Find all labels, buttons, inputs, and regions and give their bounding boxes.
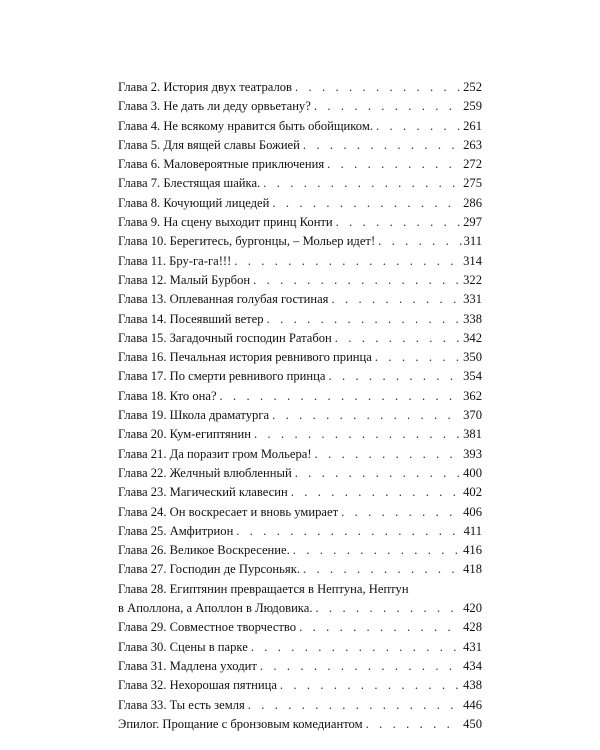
- toc-entry: [118, 136, 482, 155]
- toc-entry-page: 338: [463, 311, 482, 326]
- leader-dots: [332, 329, 461, 348]
- toc-entry-title: Глава 13. Оплеванная голубая гостиная: [118, 292, 329, 307]
- toc-entry-page: 342: [463, 330, 482, 345]
- leader-dots: [288, 483, 461, 502]
- toc-entry-title: Глава 31. Мадлена уходит: [118, 658, 257, 673]
- leader-dots: [269, 406, 461, 425]
- toc-entry: [118, 445, 482, 464]
- toc-entry-page: 450: [463, 716, 482, 731]
- leader-dots: [257, 657, 461, 676]
- toc-entry-page: 350: [463, 350, 482, 365]
- toc-entry: [118, 387, 482, 406]
- leader-dots: [312, 445, 462, 464]
- leader-dots: [372, 348, 461, 367]
- toc-entry-title: Глава 18. Кто она?: [118, 388, 217, 403]
- leader-dots: [217, 387, 462, 406]
- leader-dots: [269, 194, 461, 213]
- toc-entry: [118, 483, 482, 502]
- toc-entry-title: Глава 26. Великое Воскресение.: [118, 543, 290, 558]
- leader-dots: [292, 78, 461, 97]
- leader-dots: [251, 425, 461, 444]
- toc-entry-page: 431: [463, 639, 482, 654]
- toc-entry-title: Глава 11. Бру-га-га!!!: [118, 253, 232, 268]
- leader-dots: [373, 117, 461, 136]
- leader-dots: [264, 310, 462, 329]
- leader-dots: [231, 252, 461, 271]
- leader-dots: [375, 232, 461, 251]
- toc-entry-title: Глава 6. Маловероятные приключения: [118, 157, 325, 172]
- toc-entry: [118, 715, 482, 734]
- leader-dots: [312, 599, 461, 618]
- toc-entry-title: Глава 4. Не всякому нравится быть обойщиком.: [118, 118, 373, 133]
- toc-entry: [118, 329, 482, 348]
- toc-entry-page: 322: [463, 272, 482, 287]
- toc-entry-page: 400: [463, 465, 482, 480]
- toc-entry-title: Глава 25. Амфитрион: [118, 523, 234, 538]
- toc-entry: [118, 638, 482, 657]
- toc-entry-page: 428: [463, 620, 482, 635]
- toc-entry-page: 446: [463, 697, 482, 712]
- toc-entry: [118, 657, 482, 676]
- toc-entry: [118, 271, 482, 290]
- toc-entry-page: 406: [463, 504, 482, 519]
- toc-entry-title: Глава 5. Для вящей славы Божией: [118, 137, 300, 152]
- toc-entry-title: Глава 3. Не дать ли деду орвьетану?: [118, 99, 311, 114]
- toc-entry-page: 286: [463, 195, 482, 210]
- toc-entry-page: 393: [463, 446, 482, 461]
- toc-entry: [118, 696, 482, 715]
- toc-entry-title: Глава 23. Магический клавесин: [118, 485, 288, 500]
- leader-dots: [260, 174, 461, 193]
- leader-dots: [292, 464, 461, 483]
- leader-dots: [325, 367, 461, 386]
- leader-dots: [328, 290, 461, 309]
- leader-dots: [338, 503, 461, 522]
- leader-dots: [277, 676, 461, 695]
- toc-entry-page: 411: [463, 523, 482, 538]
- toc-entry: [118, 310, 482, 329]
- leader-dots: [245, 696, 461, 715]
- toc-entry-title: Глава 32. Нехорошая пятница: [118, 678, 277, 693]
- toc-entry-title: Глава 22. Желчный влюбленный: [118, 465, 292, 480]
- toc-entry: [118, 174, 482, 193]
- toc-entry-page: 311: [463, 234, 482, 249]
- toc-entry-page: 434: [463, 658, 482, 673]
- toc-entry-title: Глава 27. Господин де Пурсоньяк.: [118, 562, 300, 577]
- toc-entry: [118, 252, 482, 271]
- toc-entry: [118, 676, 482, 695]
- toc-entry-page: 261: [463, 118, 482, 133]
- toc-entry: [118, 560, 482, 579]
- toc-entry-page: 438: [463, 678, 482, 693]
- toc-entry-title: Глава 15. Загадочный господин Ратабон: [118, 330, 332, 345]
- toc-entry-title: Глава 10. Берегитесь, бургонцы, – Мольер идет!: [118, 234, 376, 249]
- toc-entry: [118, 232, 482, 251]
- toc-entry: [118, 503, 482, 522]
- toc-entry: [118, 155, 482, 174]
- toc-entry: [118, 117, 482, 136]
- toc-entry-page: 275: [463, 176, 482, 191]
- leader-dots: [296, 618, 461, 637]
- leader-dots: [290, 541, 461, 560]
- toc-entry-title: Глава 21. Да поразит гром Мольера!: [118, 446, 312, 461]
- leader-dots: [248, 638, 461, 657]
- toc-entry-title: Глава 30. Сцены в парке: [118, 639, 248, 654]
- toc-entry: [118, 213, 482, 232]
- toc-entry: [118, 522, 482, 541]
- toc-entry: [118, 97, 482, 116]
- toc-entry-title: Глава 29. Совместное творчество: [118, 620, 297, 635]
- toc-entry: [118, 464, 482, 483]
- toc-entry-multiline: [118, 580, 482, 619]
- toc-entry: [118, 425, 482, 444]
- toc-entry: [118, 367, 482, 386]
- toc-entry-title: Эпилог. Прощание с бронзовым комедиантом: [118, 716, 363, 731]
- toc-entry-page: 370: [463, 408, 482, 423]
- leader-dots: [250, 271, 461, 290]
- leader-dots: [311, 97, 461, 116]
- leader-dots: [324, 155, 461, 174]
- toc-entry-title: Глава 17. По смерти ревнивого принца: [118, 369, 326, 384]
- toc-entry-title: Глава 14. Посеявший ветер: [118, 311, 264, 326]
- toc-entry-title: Глава 24. Он воскресает и вновь умирает: [118, 504, 339, 519]
- toc-entry-title: Глава 20. Кум-египтянин: [118, 427, 251, 442]
- toc-entry: [118, 348, 482, 367]
- toc-entry-title: Глава 7. Блестящая шайка.: [118, 176, 261, 191]
- toc-entry: [118, 541, 482, 560]
- toc-entry-continuation: [118, 599, 482, 618]
- toc-entry-page: 362: [463, 388, 482, 403]
- toc-entry-page: 381: [463, 427, 482, 442]
- toc-entry-title: Глава 33. Ты есть земля: [118, 697, 245, 712]
- toc-entry-title: Глава 12. Малый Бурбон: [118, 272, 251, 287]
- toc-entry-title: Глава 9. На сцену выходит принц Конти: [118, 215, 333, 230]
- toc-entry-page: 272: [463, 157, 482, 172]
- toc-entry-title: Глава 16. Печальная история ревнивого принца: [118, 350, 372, 365]
- toc-entry-title: Глава 8. Кочующий лицедей: [118, 195, 270, 210]
- toc-entry: [118, 406, 482, 425]
- toc-entry-page: 259: [463, 99, 482, 114]
- toc-entry-page: 297: [463, 215, 482, 230]
- leader-dots: [300, 560, 461, 579]
- toc-entry-page: 420: [463, 601, 482, 616]
- toc-entry-page: 252: [463, 80, 482, 94]
- toc-entry-title-line1: Глава 28. Египтянин превращается в Нептуна, Нептун: [118, 581, 409, 596]
- leader-dots: [233, 522, 461, 541]
- toc-entry-page: 418: [463, 562, 482, 577]
- toc-entry: [118, 78, 482, 97]
- leader-dots: [363, 715, 462, 734]
- toc-entry: [118, 618, 482, 637]
- toc-entry-page: 331: [463, 292, 482, 307]
- toc-entry: [118, 194, 482, 213]
- leader-dots: [300, 136, 461, 155]
- toc-entry-page: 354: [463, 369, 482, 384]
- leader-dots: [333, 213, 461, 232]
- toc-entry-title: Глава 2. История двух театралов: [118, 80, 292, 94]
- toc-entry: [118, 290, 482, 309]
- toc-entry-page: 402: [463, 485, 482, 500]
- toc-entry-page: 314: [463, 253, 482, 268]
- toc-entry-page: 263: [463, 137, 482, 152]
- table-of-contents: [118, 78, 482, 734]
- toc-entry-title-line2: в Аполлона, а Аполлон в Людовика.: [118, 601, 313, 616]
- toc-entry-title: Глава 19. Школа драматурга: [118, 408, 270, 423]
- toc-entry-page: 416: [463, 543, 482, 558]
